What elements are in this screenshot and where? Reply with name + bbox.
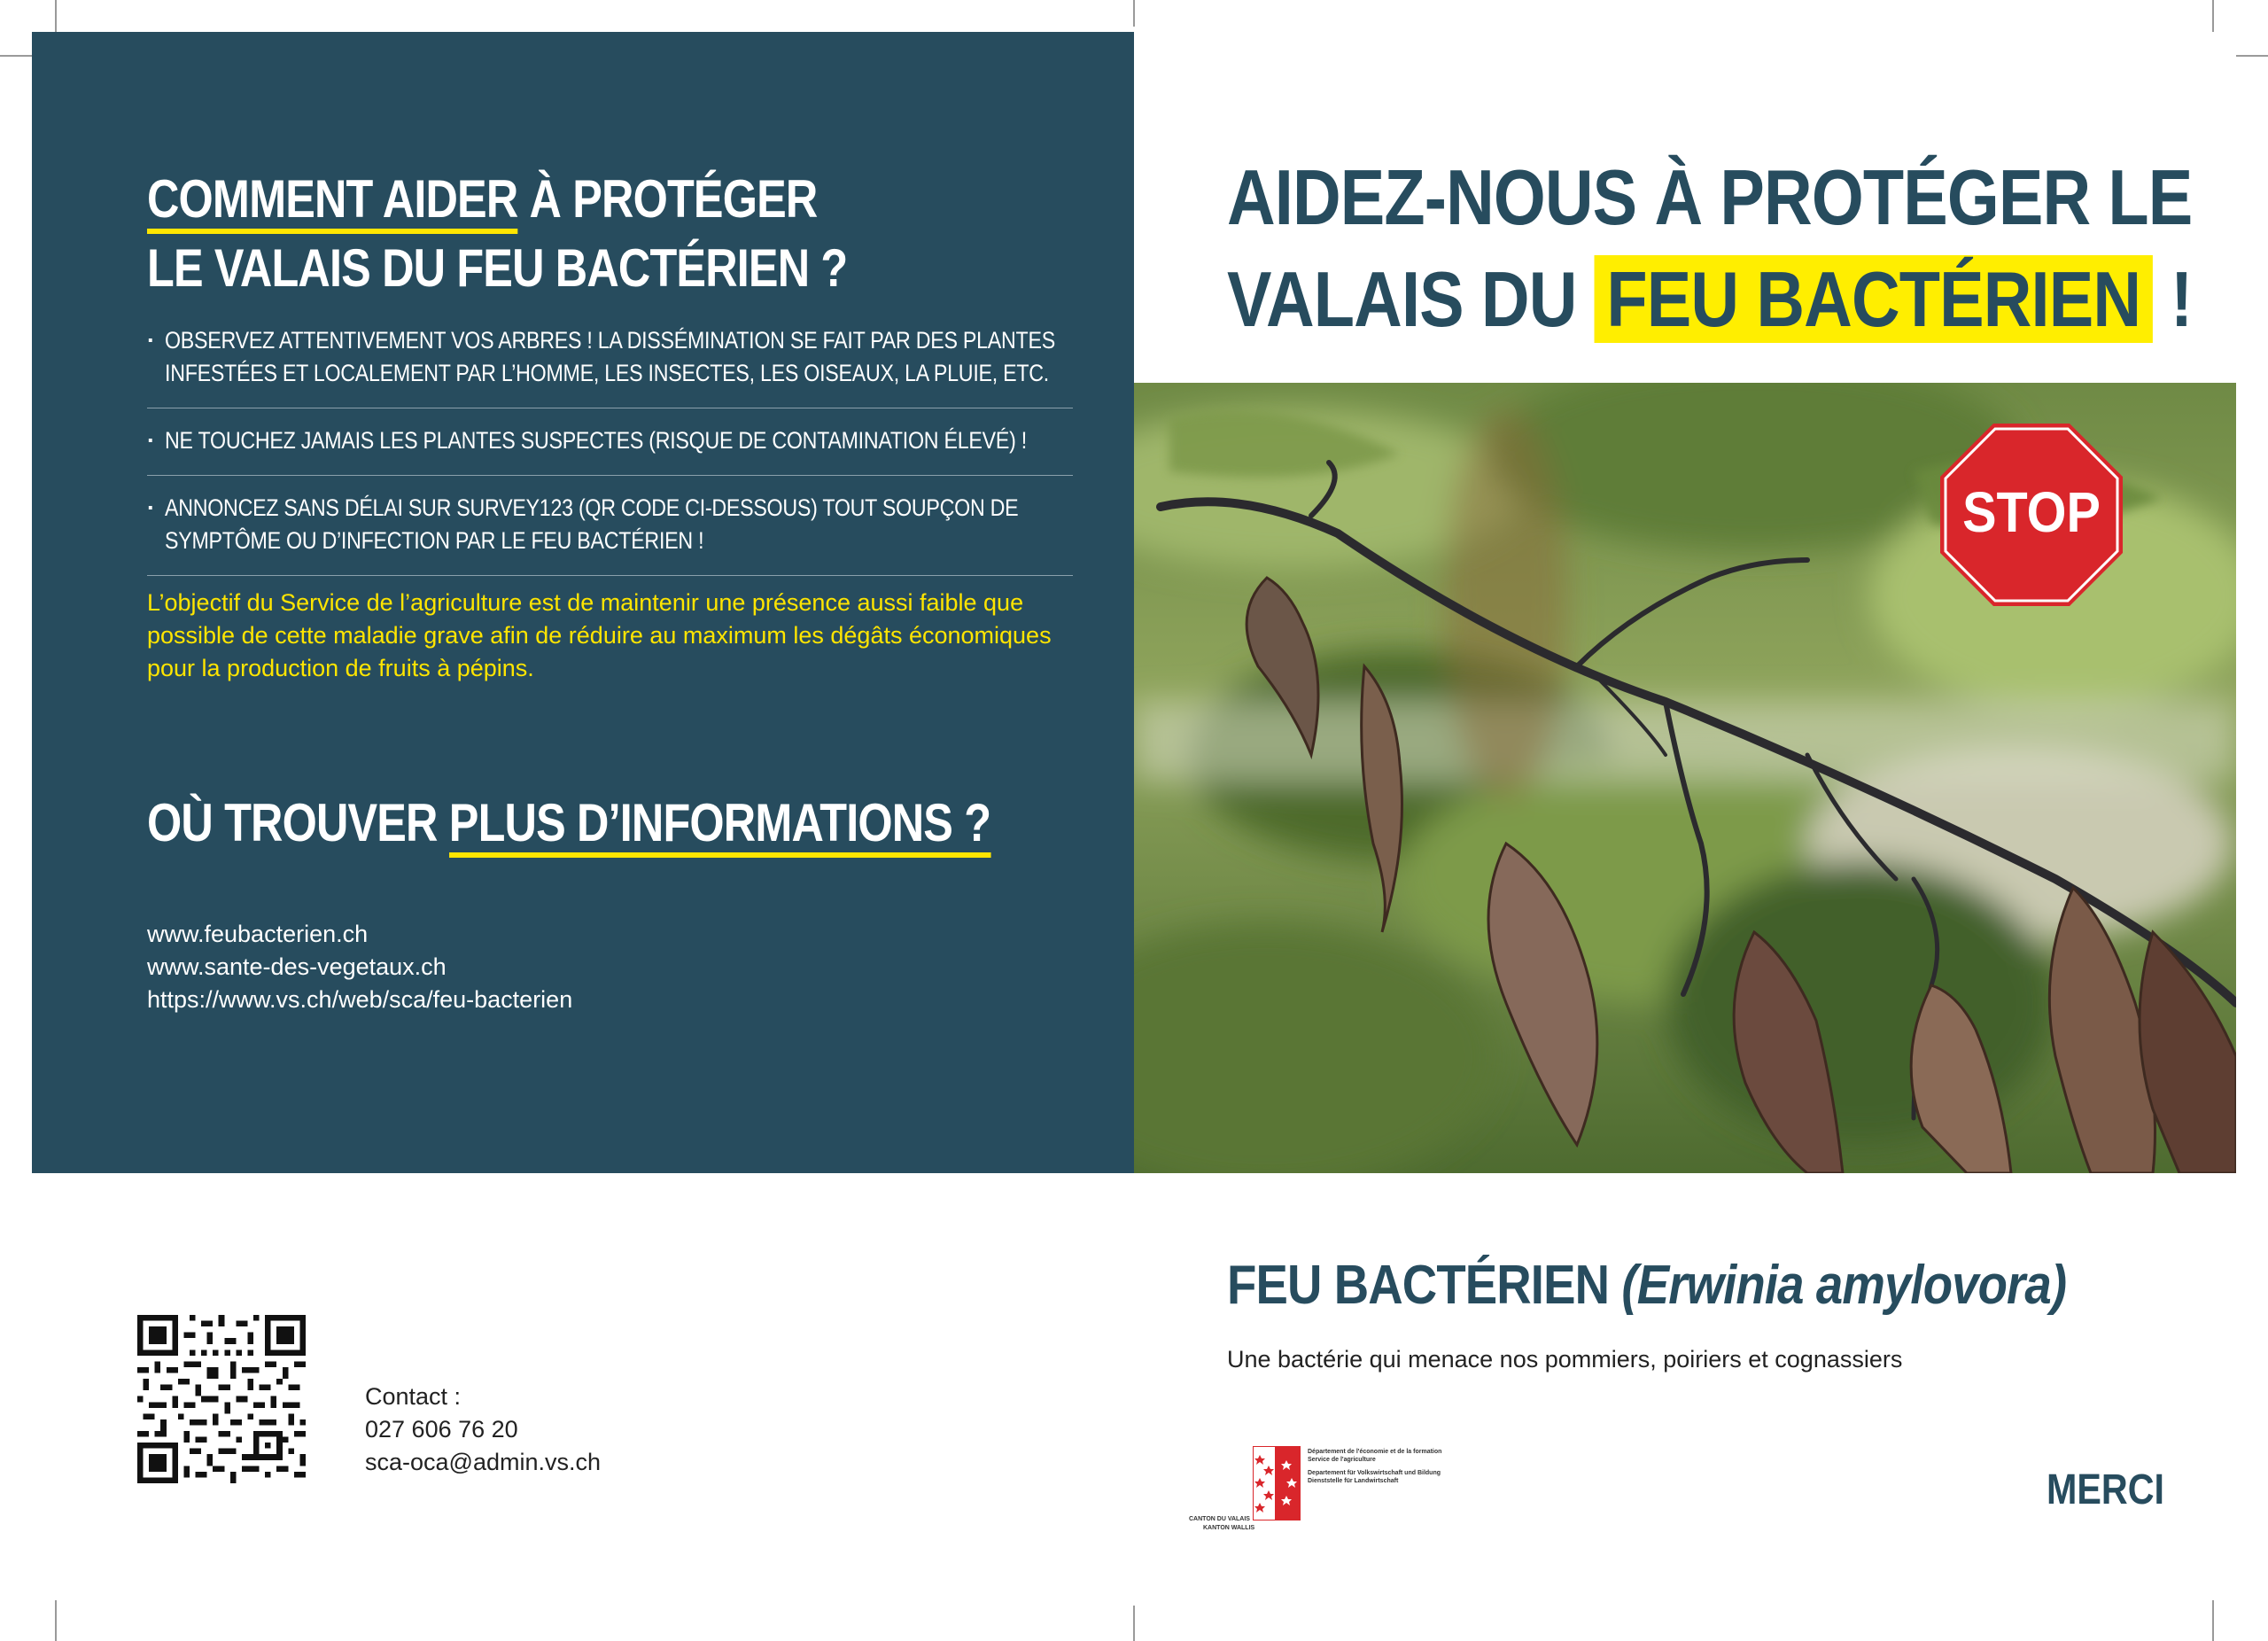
link-feubacterien[interactable]: www.feubacterien.ch [147,921,369,947]
heading-highlight: COMMENT AIDER [147,169,517,234]
list-item: · ANNONCEZ SANS DÉLAI SUR SURVEY123 (QR CODE CI-DESSOUS) TOUT SOUPÇON DE SYMPTÔME OU D’INFECTION PAR LE FEU BACTÉRIEN ! [147,476,1073,576]
dept-fr-1: Département de l'économie et de la formation [1308,1449,1442,1455]
canton-valais-logo [1184,1444,1449,1542]
list-item: · OBSERVEZ ATTENTIVEMENT VOS ARBRES ! LA DISSÉMINATION SE FAIT PAR DES PLANTES INFESTÉES ET LOCALEMENT PAR L’HOMME, LES INSECTES, LES OISEAUX, LA PLUIE, ETC. [147,324,1073,408]
canton-de: KANTON WALLIS [1203,1525,1255,1531]
crop-mark [55,0,57,32]
dept-fr-2: Service de l'agriculture [1308,1457,1376,1463]
qr-code[interactable] [137,1315,306,1483]
main-title: AIDEZ-NOUS À PROTÉGER LE VALAIS DU FEU BACTÉRIEN ! [1227,153,2193,343]
crop-mark [0,55,32,57]
crop-mark [1133,1606,1135,1641]
link-sante-vegetaux[interactable]: www.sante-des-vegetaux.ch [147,953,447,980]
heading-how-to-help [147,165,847,303]
crop-mark [1133,0,1135,27]
link-vs-ch[interactable]: https://www.vs.ch/web/sca/feu-bacterien [147,986,573,1013]
contact-block [365,1380,601,1479]
info-links [147,918,572,1016]
title-highlight: FEU BACTÉRIEN [1595,255,2153,343]
heading-highlight: PLUS D’INFORMATIONS ? [449,793,990,858]
left-panel [32,32,1134,1173]
heading-more-info [147,789,990,858]
heading-text: À PROTÉGER [517,169,818,229]
canton-fr: CANTON DU VALAIS [1189,1516,1250,1522]
advice-list [147,324,1073,576]
tagline: Une bactérie qui menace nos pommiers, poiriers et cognassiers [1227,1346,1903,1373]
disease-name: FEU BACTÉRIEN (Erwinia amylovora) [1227,1255,2067,1316]
objective-paragraph: L’objectif du Service de l’agriculture est de maintenir une présence aussi faible que possible de cette maladie grave afin de réduire au maximum les dégâts économiques pour la production de fruits à pépins. [147,589,1052,681]
list-item: · NE TOUCHEZ JAMAIS LES PLANTES SUSPECTES (RISQUE DE CONTAMINATION ÉLEVÉ) ! [147,408,1073,476]
latin-name: (Erwinia amylovora) [1621,1255,2067,1316]
valais-coat-of-arms-icon [1253,1446,1301,1520]
heading-line2: LE VALAIS DU FEU BACTÉRIEN ? [147,238,848,298]
stop-sign-icon [1940,424,2123,606]
contact-phone[interactable]: 027 606 76 20 [365,1416,518,1443]
crop-mark [2236,55,2268,57]
merci-text: MERCI [2047,1466,2165,1513]
contact-label: Contact : [365,1383,462,1410]
crop-mark [2212,0,2214,32]
crop-mark [2212,1600,2214,1641]
heading-text: OÙ TROUVER [147,793,449,852]
dept-de-1: Departement für Volkswirtschaft und Bildung [1308,1470,1441,1476]
stop-label: STOP [1962,480,2101,544]
crop-mark [55,1600,57,1641]
contact-email[interactable]: sca-oca@admin.vs.ch [365,1449,602,1475]
dept-de-2: Dienststelle für Landwirtschaft [1308,1478,1399,1484]
